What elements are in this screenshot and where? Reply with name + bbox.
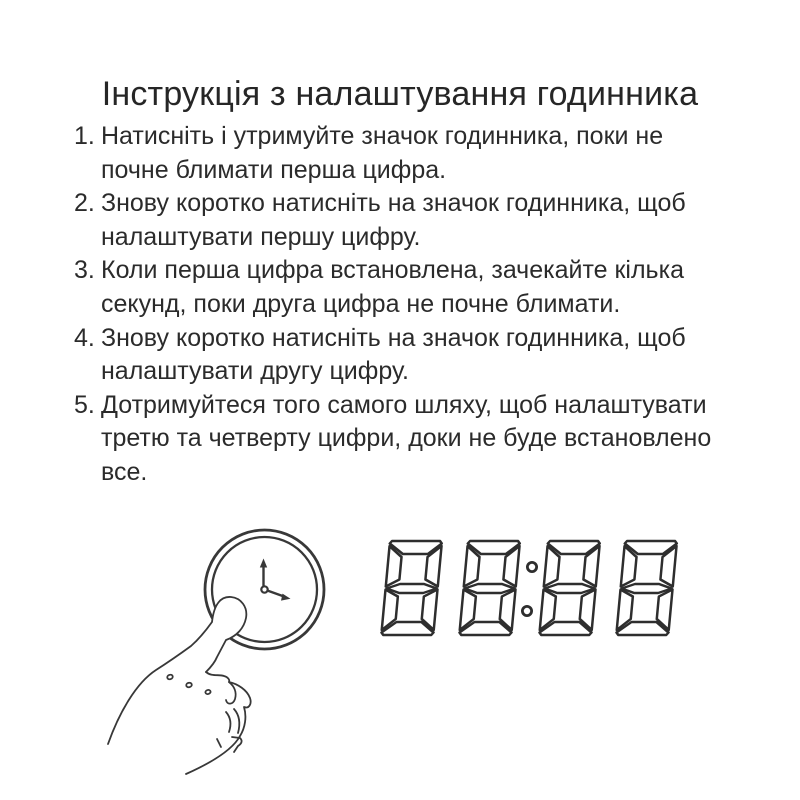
minute-hand-tip: [260, 559, 267, 568]
list-item: [74, 120, 754, 187]
step-number: 5.: [74, 390, 95, 419]
step-text: [101, 120, 754, 187]
colon-dot-top: [527, 562, 536, 571]
palm-crease: [226, 712, 230, 732]
step-number: 1.: [74, 122, 95, 150]
instruction-list: [74, 120, 754, 490]
clock-center-pin: [261, 586, 267, 592]
pointing-hand-icon: [108, 596, 251, 774]
step-text: [101, 322, 754, 389]
step-line: третю та четверту цифри, доки не буде встановлено: [101, 424, 712, 453]
palm-crease: [234, 709, 239, 733]
step-line: Натисніть і утримуйте значок годинника, поки не: [101, 122, 664, 150]
step-line: налаштувати першу цифру.: [101, 222, 421, 251]
digit-2: [459, 541, 520, 635]
step-line: все.: [101, 457, 148, 486]
fist-outline: [186, 672, 251, 774]
illustration-canvas: [0, 490, 800, 800]
knuckle-dot: [186, 682, 193, 688]
knuckle-dot: [167, 674, 174, 680]
list-item: [74, 322, 754, 389]
hour-hand-tip: [281, 594, 291, 601]
seven-segment-display: [381, 541, 677, 635]
step-number: 2.: [74, 189, 95, 218]
step-number: 4.: [74, 323, 95, 352]
colon-dot-bottom: [522, 606, 531, 615]
step-line: налаштувати другу цифру.: [101, 357, 409, 386]
digit-1: [381, 541, 442, 635]
digit-3: [539, 541, 600, 635]
setup-illustration: [0, 490, 800, 800]
step-number: 3.: [74, 256, 95, 285]
page-title: Інструкція з налаштування годинника: [101, 74, 699, 113]
list-item: [74, 187, 754, 254]
step-line: Знову коротко натисніть на значок годинника, щоб: [101, 323, 686, 352]
list-item: [74, 254, 754, 321]
thumb-detail: [226, 682, 236, 704]
step-line: секунд, поки друга цифра не почне блимати.: [101, 289, 621, 318]
step-line: Коли перша цифра встановлена, зачекайте кілька: [101, 256, 684, 285]
step-line: Дотримуйтеся того самого шляху, щоб налаштувати: [101, 390, 707, 419]
knuckle-dot: [205, 689, 211, 694]
digit-4: [616, 541, 677, 635]
step-text: [101, 254, 754, 321]
palm-crease: [217, 739, 221, 747]
list-item: [74, 389, 754, 490]
step-line: Знову коротко натисніть на значок годинника, щоб: [101, 189, 686, 218]
step-text: [101, 389, 754, 490]
step-text: [101, 187, 754, 254]
step-line: почне блимати перша цифра.: [101, 155, 447, 184]
